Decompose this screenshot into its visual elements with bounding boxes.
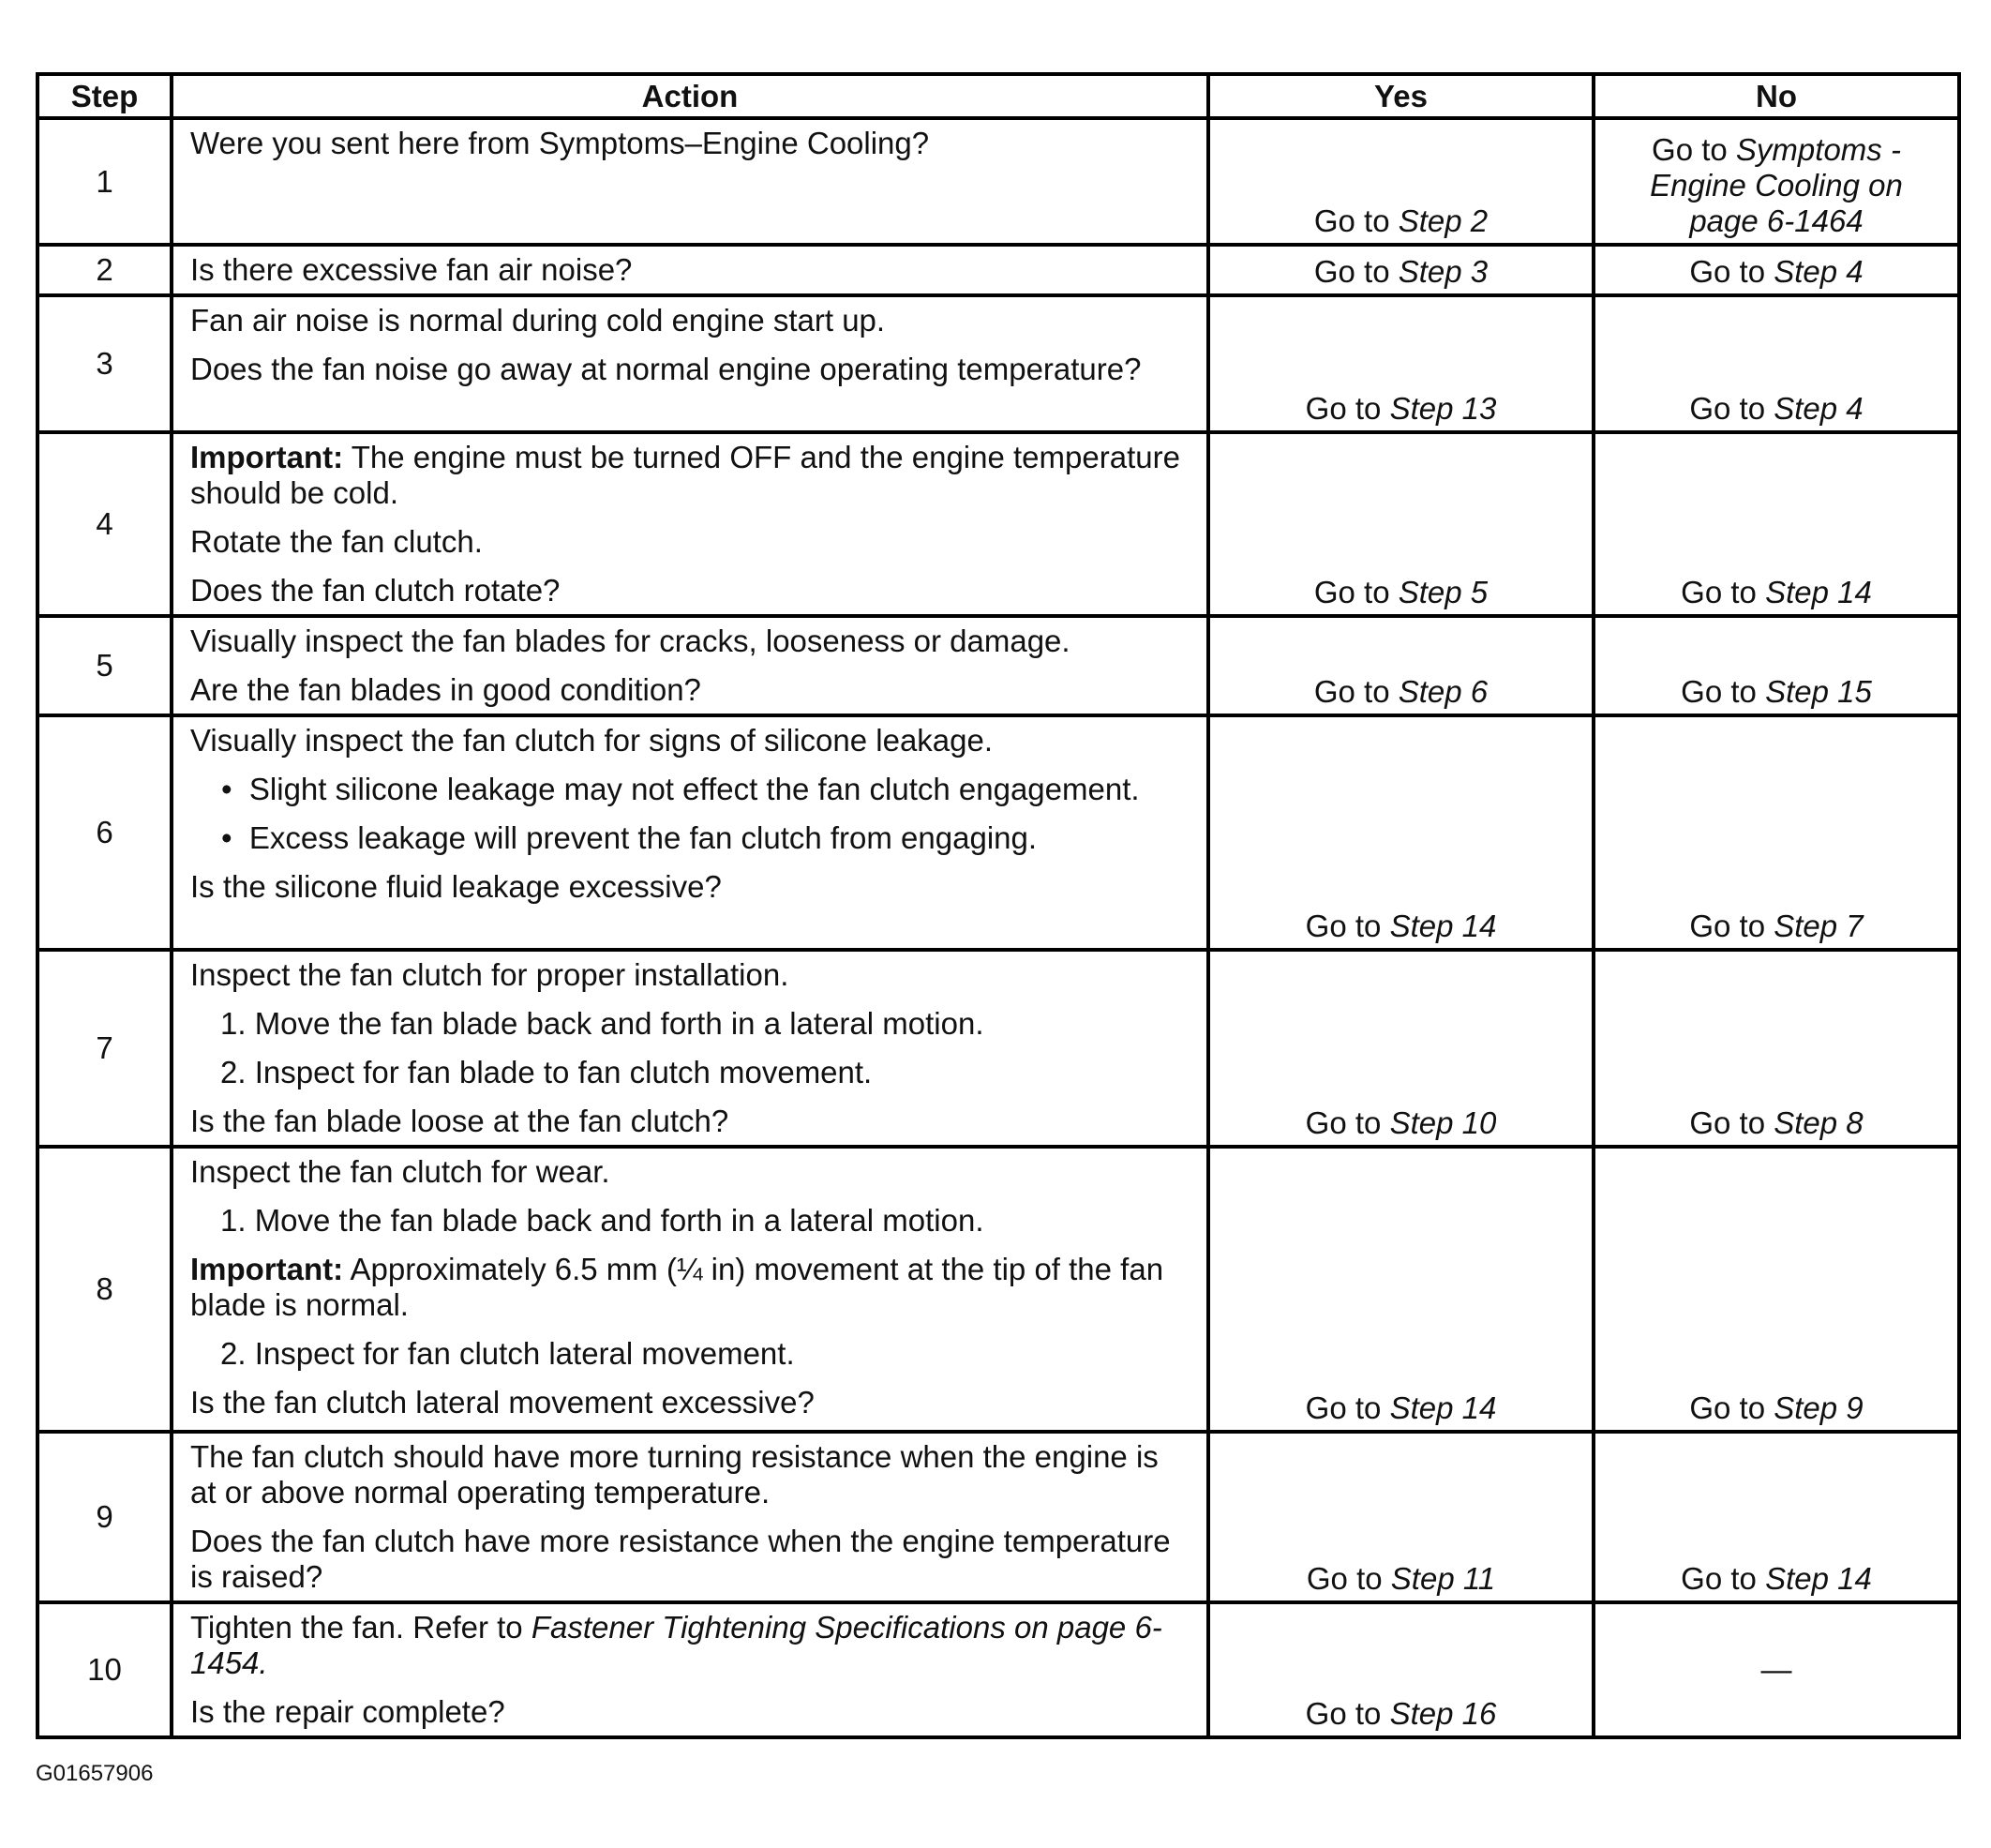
- yes-cell: [1208, 1147, 1594, 1432]
- no-goto: Go to: [1681, 575, 1766, 609]
- action-text: The fan clutch should have more turning resistance when the engine is at or above normal operating temperature.: [190, 1439, 1159, 1510]
- no-goto: Go to: [1689, 254, 1774, 289]
- action-line: [190, 1104, 1190, 1139]
- yes-step-ref: Step 16: [1389, 1696, 1497, 1731]
- action-text: 1. Move the fan blade back and forth in a lateral motion.: [220, 1006, 984, 1041]
- action-line: [190, 1006, 1190, 1042]
- yes-step-ref: Step 6: [1398, 674, 1489, 709]
- table-row: [37, 950, 1959, 1147]
- yes-goto: Go to: [1313, 575, 1399, 609]
- action-line: [190, 957, 1190, 993]
- bullet-icon: •: [221, 772, 249, 806]
- action-line: [190, 1610, 1190, 1681]
- yes-goto: Go to: [1305, 1105, 1390, 1140]
- action-cell: [172, 295, 1208, 432]
- yes-goto: Go to: [1305, 909, 1390, 943]
- step-number: 5: [37, 616, 172, 715]
- yes-step-ref: Step 11: [1390, 1561, 1496, 1596]
- action-line: [190, 1203, 1190, 1239]
- no-cell: [1594, 715, 1959, 950]
- action-line: [190, 1154, 1190, 1190]
- action-text: Excess leakage will prevent the fan clutch from engaging.: [248, 820, 1038, 855]
- yes-step-ref: Step 13: [1389, 391, 1497, 426]
- header-yes: Yes: [1208, 74, 1594, 118]
- action-text: Does the fan clutch have more resistance when the engine temperature is raised?: [190, 1524, 1171, 1594]
- table-row: [37, 245, 1959, 295]
- action-text: Is there excessive fan air noise?: [190, 252, 633, 287]
- action-text: Approximately 6.5 mm (¼ in) movement at the tip of the fan blade is normal.: [190, 1252, 1164, 1322]
- table-row: [37, 1432, 1959, 1602]
- action-text: Does the fan clutch rotate?: [190, 573, 561, 608]
- action-text: Slight silicone leakage may not effect the fan clutch engagement.: [248, 772, 1140, 806]
- no-step-ref: Step 14: [1765, 1561, 1872, 1596]
- no-step-ref: Step 14: [1765, 575, 1872, 609]
- action-cell: [172, 616, 1208, 715]
- yes-goto: Go to: [1313, 203, 1399, 238]
- no-step-ref: Step 4: [1774, 254, 1864, 289]
- bullet-icon: •: [221, 820, 249, 855]
- action-line: [190, 1055, 1190, 1090]
- no-cell: [1594, 245, 1959, 295]
- no-step-ref: Step 7: [1774, 909, 1864, 943]
- yes-step-ref: Step 14: [1389, 909, 1497, 943]
- action-cell: [172, 1147, 1208, 1432]
- action-cell: [172, 715, 1208, 950]
- action-cell: [172, 118, 1208, 245]
- step-number: 4: [37, 432, 172, 616]
- action-text: 2. Inspect for fan clutch lateral movement.: [220, 1336, 795, 1371]
- yes-goto: Go to: [1305, 391, 1390, 426]
- yes-goto: Go to: [1313, 674, 1399, 709]
- no-cell: [1594, 118, 1959, 245]
- action-text: Visually inspect the fan blades for cracks, looseness or damage.: [190, 624, 1070, 658]
- action-line: [190, 352, 1190, 387]
- action-text: Were you sent here from Symptoms–Engine Cooling?: [190, 126, 930, 160]
- header-action: Action: [172, 74, 1208, 118]
- table-body: [37, 118, 1959, 1737]
- no-step-ref: Step 15: [1765, 674, 1872, 709]
- no-step-ref: Step 8: [1774, 1105, 1864, 1140]
- action-line: [190, 252, 1190, 288]
- step-number: 9: [37, 1432, 172, 1602]
- action-text: The engine must be turned OFF and the engine temperature should be cold.: [190, 440, 1180, 510]
- table-row: [37, 616, 1959, 715]
- table-row: [37, 118, 1959, 245]
- yes-step-ref: Step 2: [1398, 203, 1489, 238]
- action-line: [190, 1252, 1190, 1323]
- action-text: Tighten the fan. Refer to: [190, 1610, 531, 1645]
- action-line: [190, 869, 1190, 905]
- no-goto: Go to: [1689, 391, 1774, 426]
- action-line: [190, 1524, 1190, 1595]
- step-number: 10: [37, 1602, 172, 1737]
- no-step-ref: Step 4: [1774, 391, 1864, 426]
- yes-cell: [1208, 715, 1594, 950]
- action-line: [190, 524, 1190, 560]
- yes-step-ref: Step 14: [1389, 1390, 1497, 1425]
- yes-cell: [1208, 1432, 1594, 1602]
- yes-goto: Go to: [1306, 1561, 1391, 1596]
- action-cell: [172, 1432, 1208, 1602]
- yes-cell: [1208, 432, 1594, 616]
- no-dash: —: [1760, 1652, 1792, 1687]
- diagnostic-table: [36, 72, 1961, 1739]
- action-text: Inspect the fan clutch for wear.: [190, 1154, 610, 1189]
- table-row: [37, 432, 1959, 616]
- procedure-document: [36, 72, 1957, 1739]
- action-text: Is the fan clutch lateral movement excessive?: [190, 1385, 815, 1420]
- yes-cell: [1208, 1602, 1594, 1737]
- yes-cell: [1208, 616, 1594, 715]
- no-step-ref: Symptoms - Engine Cooling on page 6-1464: [1650, 132, 1903, 238]
- no-goto: Go to: [1681, 1561, 1766, 1596]
- action-line: [190, 303, 1190, 338]
- header-no: No: [1594, 74, 1959, 118]
- action-text: Inspect the fan clutch for proper installation.: [190, 957, 789, 992]
- step-number: 3: [37, 295, 172, 432]
- step-number: 2: [37, 245, 172, 295]
- action-line: [190, 624, 1190, 659]
- yes-cell: [1208, 245, 1594, 295]
- action-line: [190, 672, 1190, 708]
- action-cell: [172, 950, 1208, 1147]
- step-number: 7: [37, 950, 172, 1147]
- action-cell: [172, 245, 1208, 295]
- yes-step-ref: Step 5: [1398, 575, 1489, 609]
- no-goto: Go to: [1689, 1390, 1774, 1425]
- yes-cell: [1208, 118, 1594, 245]
- yes-step-ref: Step 10: [1389, 1105, 1497, 1140]
- table-row: [37, 1602, 1959, 1737]
- step-number: 6: [37, 715, 172, 950]
- action-line: [190, 1385, 1190, 1420]
- action-line: [190, 772, 1190, 807]
- no-cell: [1594, 1147, 1959, 1432]
- action-line: [190, 1336, 1190, 1372]
- no-cell: [1594, 295, 1959, 432]
- action-text: Is the fan blade loose at the fan clutch?: [190, 1104, 729, 1138]
- step-number: 8: [37, 1147, 172, 1432]
- yes-goto: Go to: [1313, 254, 1399, 289]
- figure-code: G01657906: [36, 1761, 154, 1786]
- action-text: Are the fan blades in good condition?: [190, 672, 701, 707]
- action-text: Rotate the fan clutch.: [190, 524, 483, 559]
- action-cell: [172, 432, 1208, 616]
- table-row: [37, 295, 1959, 432]
- action-text: Is the repair complete?: [190, 1694, 505, 1729]
- no-cell: [1594, 950, 1959, 1147]
- yes-goto: Go to: [1305, 1390, 1390, 1425]
- action-text: Does the fan noise go away at normal engine operating temperature?: [190, 352, 1142, 386]
- action-text: 2. Inspect for fan blade to fan clutch movement.: [220, 1055, 873, 1089]
- no-goto: Go to: [1689, 1105, 1774, 1140]
- header-row: [37, 74, 1959, 118]
- no-cell: [1594, 432, 1959, 616]
- table-row: [37, 1147, 1959, 1432]
- important-label: Important:: [190, 440, 344, 474]
- no-goto: Go to: [1689, 909, 1774, 943]
- important-label: Important:: [190, 1252, 344, 1286]
- action-line: [190, 1694, 1190, 1730]
- no-cell: [1594, 1602, 1959, 1737]
- action-text: Is the silicone fluid leakage excessive?: [190, 869, 722, 904]
- action-text: Fan air noise is normal during cold engine start up.: [190, 303, 886, 338]
- action-line: [190, 723, 1190, 759]
- yes-goto: Go to: [1305, 1696, 1390, 1731]
- action-text: Fastener Tightening Specifications on page 6-1454.: [190, 1610, 1162, 1680]
- no-goto: Go to: [1652, 132, 1736, 167]
- action-line: [190, 573, 1190, 608]
- yes-cell: [1208, 950, 1594, 1147]
- no-goto: Go to: [1681, 674, 1766, 709]
- action-line: [190, 126, 1190, 161]
- action-text: 1. Move the fan blade back and forth in a lateral motion.: [220, 1203, 984, 1238]
- action-line: [190, 820, 1190, 856]
- action-line: [190, 440, 1190, 511]
- no-cell: [1594, 1432, 1959, 1602]
- action-text: Visually inspect the fan clutch for signs of silicone leakage.: [190, 723, 994, 758]
- header-step: Step: [37, 74, 172, 118]
- no-cell: [1594, 616, 1959, 715]
- no-step-ref: Step 9: [1774, 1390, 1864, 1425]
- yes-step-ref: Step 3: [1398, 254, 1489, 289]
- yes-cell: [1208, 295, 1594, 432]
- step-number: 1: [37, 118, 172, 245]
- table-row: [37, 715, 1959, 950]
- action-cell: [172, 1602, 1208, 1737]
- action-line: [190, 1439, 1190, 1510]
